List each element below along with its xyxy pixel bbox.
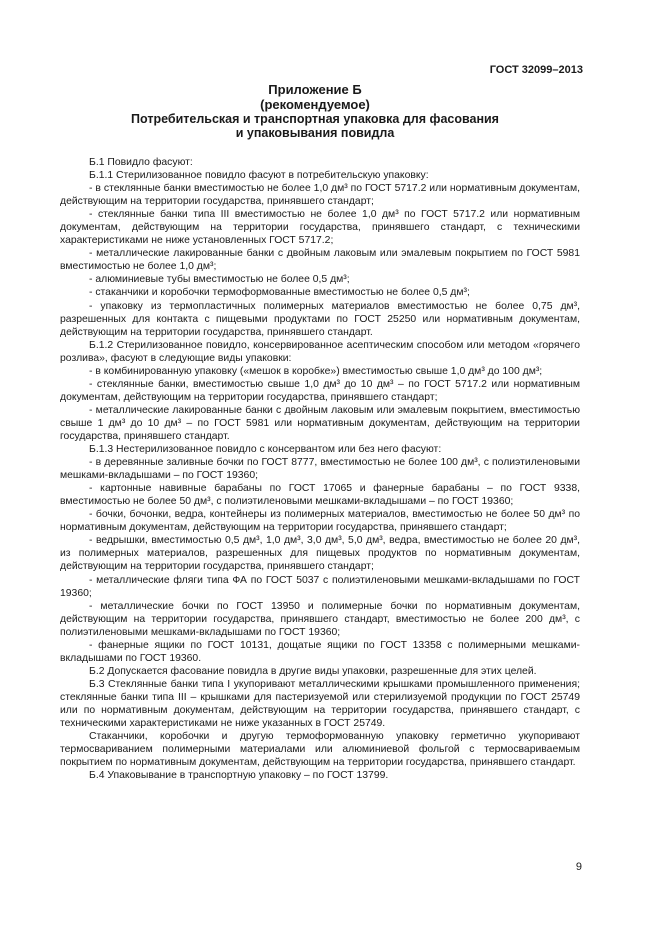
paragraph: Б.3 Стеклянные банки типа I укупоривают металлическими крышками промышленного применения; стеклянные банки типа III – крышками для пастеризуемой или стерилизуемой продукции по ГОСТ 25749 или по нормативным документам, действующим на территории государства, принявшего стандарт, с техническими характеристиками не ниже указанных в ГОСТ 25749.	[60, 678, 580, 730]
paragraph: - ведрышки, вместимостью 0,5 дм³, 1,0 дм³, 3,0 дм³, 5,0 дм³, ведра, вместимостью не более 20 дм³, из полимерных материалов, разрешенных для пищевых продуктов по нормативным документам, действующим на территории государства, принявшего стандарт;	[60, 535, 580, 573]
paragraph: Стаканчики, коробочки и другую термоформованную упаковку герметично укупоривают термосвариванием полимерными материалами или алюминиевой фольгой с термосвариваемым покрытием по нормативным документам, действующим на территории государства, принявшего стандарт.	[60, 731, 580, 769]
paragraph: - алюминиевые тубы вместимостью не более 0,5 дм³;	[89, 274, 350, 286]
annex-title-line-2: и упаковывания повидла	[235, 126, 395, 140]
page-number: 9	[575, 861, 582, 873]
paragraph: - в комбинированную упаковку («мешок в коробке») вместимостью свыше 1,0 дм³ до 100 дм³;	[89, 365, 543, 377]
paragraph: - в стеклянные банки вместимостью не более 1,0 дм³ по ГОСТ 5717.2 или нормативным документам, действующим на территории государства, принявшего стандарт;	[60, 183, 580, 208]
paragraph: Б.1.2 Стерилизованное повидло, консервированное асептическим способом или методом «горячего розлива», фасуют в следующие виды упаковки:	[60, 339, 580, 364]
paragraph: Б.1.1 Стерилизованное повидло фасуют в потребительскую упаковку:	[89, 170, 429, 182]
paragraph: - металлические лакированные банки с двойным лаковым или эмалевым покрытием по ГОСТ 5981 вместимостью не более 1,0 дм³;	[60, 248, 580, 273]
annex-status: (рекомендуемое)	[260, 97, 370, 112]
paragraph: Б.1.3 Нестерилизованное повидло с консервантом или без него фасуют:	[89, 444, 442, 456]
paragraph: - фанерные ящики по ГОСТ 10131, дощатые ящики по ГОСТ 13358 с полимерными мешками-вкладышами по ГОСТ 19360.	[60, 639, 580, 664]
paragraph: - упаковку из термопластичных полимерных материалов вместимостью не более 0,75 дм³, разрешенных для контакта с пищевыми продуктами по ГОСТ 25250 или нормативным документам, действующим на территории государства, принявшего стандарт.	[60, 300, 580, 338]
paragraph: - картонные навивные барабаны по ГОСТ 17065 и фанерные барабаны – по ГОСТ 9338, вместимостью не более 50 дм³, с полиэтиленовыми мешками-вкладышами – по ГОСТ 19360;	[60, 483, 580, 508]
document-body	[60, 156, 580, 782]
paragraph: - стеклянные банки, вместимостью свыше 1,0 дм³ до 10 дм³ – по ГОСТ 5717.2 или нормативным документам, действующим на территории государства, принявшего стандарт;	[60, 378, 580, 403]
annex-label: Приложение Б	[268, 82, 362, 97]
paragraph: - стаканчики и коробочки термоформованные вместимостью не более 0,5 дм³;	[89, 287, 470, 299]
standard-code: ГОСТ 32099–2013	[489, 64, 583, 76]
paragraph: - стеклянные банки типа III вместимостью не более 1,0 дм³ по ГОСТ 5717.2 или нормативным документам, действующим на территории государства, принявшего стандарт, с техническими характеристиками не ниже установленных ГОСТ 5717.2;	[60, 209, 580, 247]
paragraph: Б.4 Упаковывание в транспортную упаковку – по ГОСТ 13799.	[89, 770, 389, 782]
paragraph: - металлические фляги типа ФА по ГОСТ 5037 с полиэтиленовыми мешками-вкладышами по ГОСТ 19360;	[60, 574, 580, 599]
paragraph: - металлические лакированные банки с двойным лаковым или эмалевым покрытием, вместимостью свыше 1 дм³ до 10 дм³ – по ГОСТ 5981 или нормативным документам, действующим на территории государства, принявшего стандарт.	[60, 404, 580, 442]
paragraph: - бочки, бочонки, ведра, контейнеры из полимерных материалов, вместимостью не более 50 дм³ по нормативным документам, действующим на территории государства, принявшего стандарт;	[60, 509, 580, 534]
paragraph: - в деревянные заливные бочки по ГОСТ 8777, вместимостью не более 100 дм³, с полиэтиленовыми мешками-вкладышами – по ГОСТ 19360;	[60, 457, 580, 482]
annex-heading	[60, 82, 570, 140]
paragraph: - металлические бочки по ГОСТ 13950 и полимерные бочки по нормативным документам, действующим на территории государства, принявшего стандарт, вместимостью не более 200 дм³, с полиэтиленовыми мешками-вкладышами по ГОСТ 19360;	[60, 600, 580, 638]
annex-title-line-1: Потребительская и транспортная упаковка для фасования	[131, 112, 499, 126]
paragraph: Б.1 Повидло фасуют:	[89, 157, 193, 168]
paragraph: Б.2 Допускается фасование повидла в другие виды упаковки, разрешенные для этих целей.	[89, 665, 537, 677]
